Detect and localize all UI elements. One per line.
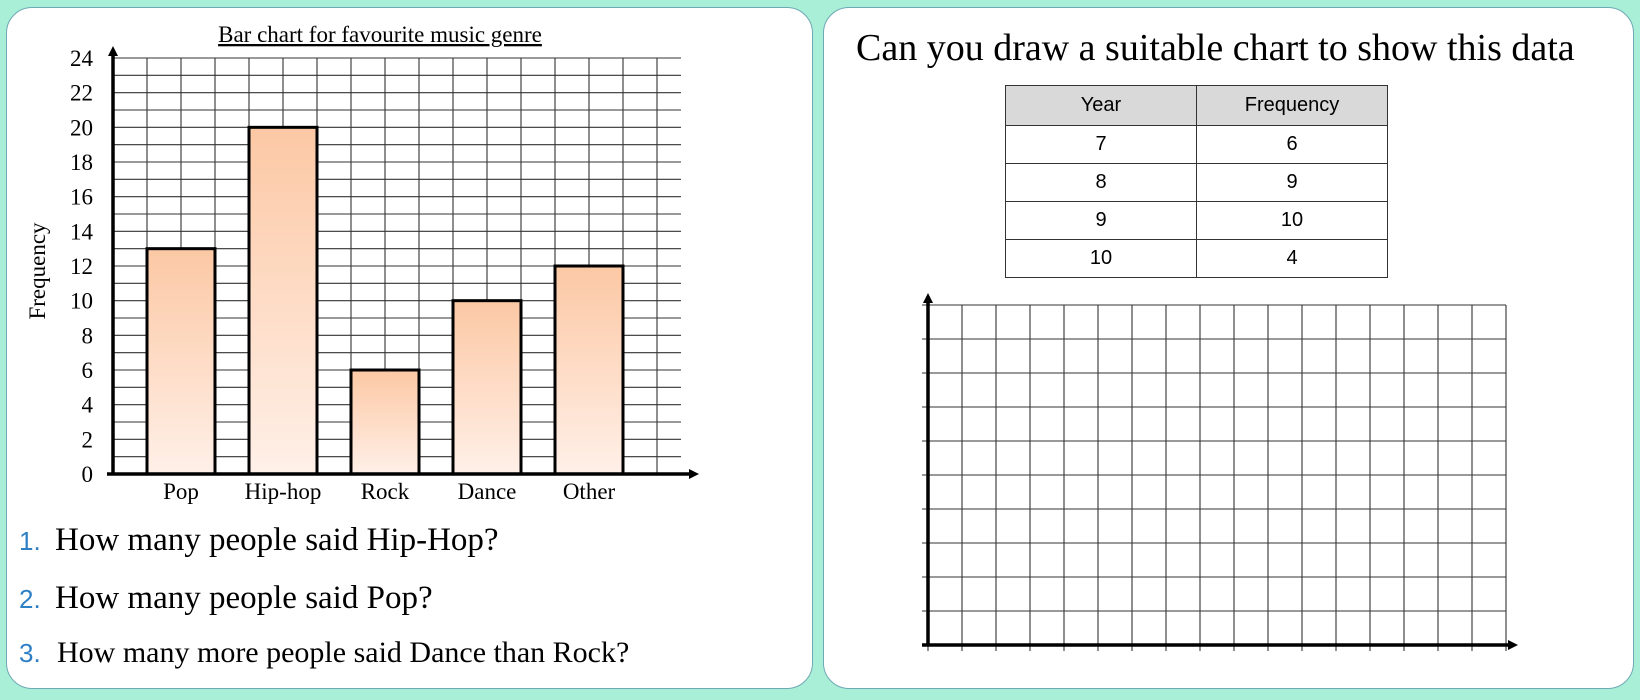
y-tick-label: 24	[70, 46, 93, 71]
table-cell: 4	[1197, 240, 1388, 278]
blank-grid-lines	[922, 305, 1506, 651]
x-tick-label: Dance	[457, 479, 517, 504]
question-1	[19, 522, 499, 559]
question-text: How many people said Pop?	[55, 580, 433, 616]
y-tick-labels	[70, 46, 94, 487]
x-tick-labels	[163, 479, 615, 504]
y-axis-label: Frequency	[25, 222, 50, 320]
x-tick-label: Pop	[163, 479, 199, 504]
y-tick-label: 4	[81, 392, 93, 418]
y-tick-label: 18	[70, 150, 93, 175]
table-header-frequency: Frequency	[1197, 86, 1388, 126]
right-panel	[823, 7, 1634, 689]
y-tick-label: 0	[81, 462, 93, 487]
y-tick-label: 14	[70, 219, 93, 245]
x-tick-label: Rock	[360, 479, 410, 504]
bar-hip-hop	[249, 127, 317, 474]
blank-y-axis-arrow	[923, 293, 933, 303]
question-number: 3.	[19, 638, 41, 668]
x-tick-label: Hip-hop	[244, 479, 322, 504]
y-tick-label: 12	[70, 254, 93, 279]
table-cell: 7	[1006, 126, 1197, 164]
y-tick-label: 22	[70, 80, 93, 106]
y-tick-label: 8	[81, 323, 93, 349]
table-cell: 6	[1197, 126, 1388, 164]
question-number: 1.	[19, 526, 41, 556]
x-tick-label: Other	[562, 479, 616, 504]
bar-dance	[453, 301, 521, 474]
chart-title: Bar chart for favourite music genre	[218, 22, 542, 47]
bar-chart	[7, 8, 814, 508]
table-header-year: Year	[1006, 86, 1197, 126]
blank-grid	[824, 8, 1635, 690]
y-tick-label: 10	[70, 288, 93, 314]
y-tick-label: 16	[70, 184, 93, 210]
y-axis-arrow	[108, 46, 118, 56]
table-cell: 9	[1197, 164, 1388, 202]
question-2	[19, 580, 433, 617]
y-tick-label: 20	[70, 115, 93, 141]
table-cell: 8	[1006, 164, 1197, 202]
bar-other	[555, 266, 623, 474]
table-cell: 10	[1197, 202, 1388, 240]
question-3	[19, 636, 629, 670]
table-cell: 10	[1006, 240, 1197, 278]
x-axis-arrow	[689, 469, 699, 479]
task-title: Can you draw a suitable chart to show this data	[856, 27, 1575, 69]
left-panel	[6, 7, 813, 689]
blank-axes	[922, 293, 1518, 650]
blank-x-axis-arrow	[1508, 640, 1518, 650]
bar-pop	[147, 249, 215, 474]
bar-rock	[351, 370, 419, 474]
question-text: How many more people said Dance than Rock?	[57, 636, 630, 669]
question-number: 2.	[19, 584, 41, 614]
question-text: How many people said Hip-Hop?	[55, 522, 499, 558]
table-cell: 9	[1006, 202, 1197, 240]
y-tick-label: 2	[81, 427, 93, 453]
y-tick-label: 6	[81, 358, 93, 383]
